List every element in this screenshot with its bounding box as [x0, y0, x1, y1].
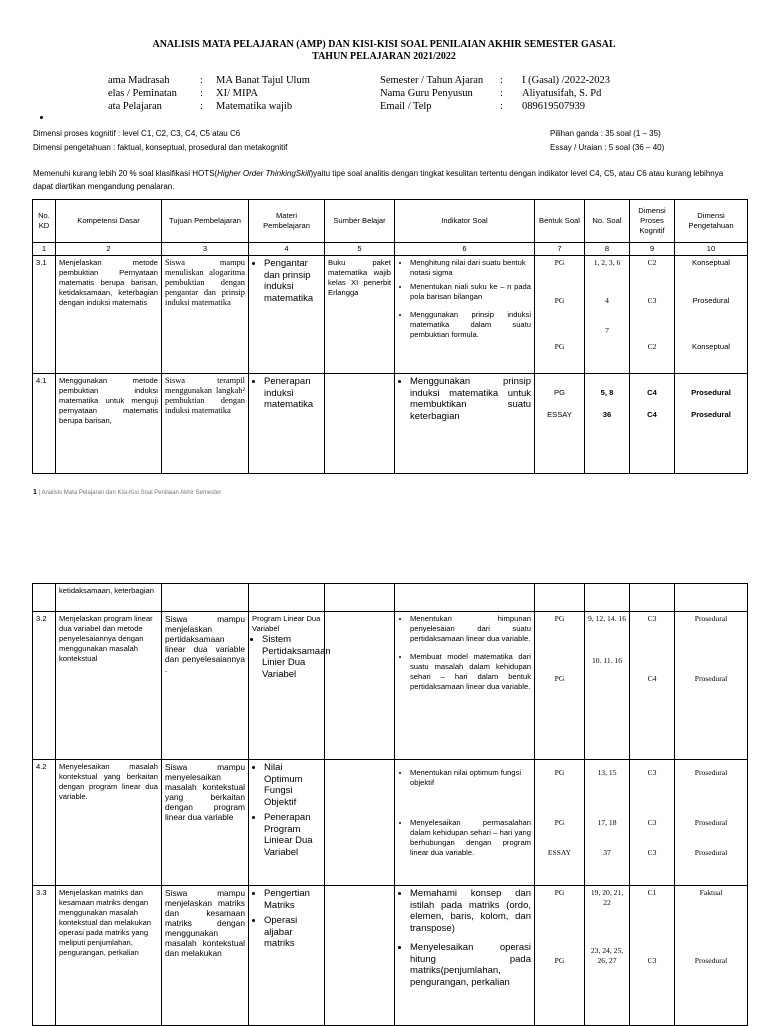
- table-row: [33, 886, 748, 1026]
- header-materi: Materi Pembelajaran: [249, 200, 325, 243]
- dimensi-kognitif: C4 C4: [630, 374, 675, 474]
- meta-colon: :: [200, 88, 203, 99]
- header-no-kd: No. KD: [33, 200, 56, 243]
- no-soal: 1, 2, 3, 6 4 7: [585, 256, 630, 374]
- bentuk-soal: PG PG PG: [535, 256, 585, 374]
- dimensi-kognitif: Dimensi proses kognitif : level C1, C2, C3, C4, C5 atau C6: [33, 129, 241, 138]
- table-row: [33, 584, 748, 612]
- indikator-soal: • Menggunakan prinsip induksi matematika untuk membuktikan suatu keterbagian: [395, 374, 535, 474]
- meta-label-guru: Nama Guru Penyusun: [380, 88, 473, 99]
- materi-pembelajaran: • Nilai Optimum Fungsi Objektif • Penerapan Program Liniear Dua Variabel: [249, 760, 325, 886]
- meta-label-email: Email / Telp: [380, 101, 432, 112]
- bentuk-soal: PG PG: [535, 886, 585, 1026]
- header-no-soal: No. Soal: [585, 200, 630, 243]
- col-number: 5: [325, 243, 395, 256]
- col-number: 6: [395, 243, 535, 256]
- kd-number: 4.1: [33, 374, 56, 474]
- meta-label-madrasah: ama Madrasah: [108, 75, 170, 86]
- jumlah-essay: Essay / Uraian : 5 soal (36 – 40): [550, 143, 665, 152]
- dimensi-kognitif: C3 C4: [630, 612, 675, 760]
- meta-label-kelas: elas / Peminatan: [108, 88, 177, 99]
- kompetensi-dasar: Menjelaskan metode pembuktian Pernyataan matematis berupa barisan, ketidaksamaan, keterbagian dengan induksi matematis: [56, 256, 162, 374]
- dimensi-pengetahuan: Prosedural Prosedural Prosedural: [675, 760, 748, 886]
- bentuk-soal: PG ESSAY: [535, 374, 585, 474]
- kompetensi-dasar: Menjelaskan matriks dan kesamaan matriks dengan menggunakan masalah kontekstual dan melakukan operasi pada matriks yang meliputi penjumlahan, pengurangan, perkalian: [56, 886, 162, 1026]
- dimensi-kognitif: C3 C3 C3: [630, 760, 675, 886]
- materi-pembelajaran: • Pengantar dan prinsip induksi matematika: [249, 256, 325, 374]
- dimensi-kognitif: C1 C3: [630, 886, 675, 1026]
- kisi-kisi-table-page1: [32, 199, 748, 474]
- document-subtitle: TAHUN PELAJARAN 2021/2022: [312, 51, 456, 62]
- meta-colon: :: [200, 101, 203, 112]
- dimensi-pengetahuan: Konseptual Prosedural Konseptual: [675, 256, 748, 374]
- meta-value-mapel: Matematika wajib: [216, 101, 293, 112]
- materi-pembelajaran: • Penerapan induksi matematika: [249, 374, 325, 474]
- header-pengetahuan: Dimensi Pengetahuan: [675, 200, 748, 243]
- tujuan-pembelajaran: Siswa terampil menggunakan langkah² pembuktian dengan induksi matematika: [162, 374, 249, 474]
- tujuan-pembelajaran: Siswa mampu menyelesaikan masalah kontekstual yang berkaitan dengan program linear dua variable: [162, 760, 249, 886]
- indikator-soal: • Menghitung nilai dari suatu bentuk notasi sigma • Menentukan niali suku ke – n pada pola barisan bilangan • Menggunakan prinsip induksi matematika dalam suatu pembuktian formula.: [395, 256, 535, 374]
- no-soal: 5, 8 36: [585, 374, 630, 474]
- dimensi-kognitif: C2 C3 C2: [630, 256, 675, 374]
- table-row: [33, 256, 748, 374]
- kd-number: 3.3: [33, 886, 56, 1026]
- indikator-soal: • Menentukan nilai optimum fungsi objektif • Menyelesaikan permasalahan dalam kehidupan sehari – hari yang berhubungan dengan program linear dua variable.: [395, 760, 535, 886]
- page-footer: 1 | Analisis Mata Pelajaran dan Kisi-Kisi Soal Penilaian Akhir Semester: [33, 489, 222, 496]
- tujuan-pembelajaran: Siswa mampu menjelaskan pertidaksamaan linear dua variable dan penyelesaiannya .: [162, 612, 249, 760]
- kompetensi-dasar: Menggunakan metode pembuktian induksi matematika untuk menguji pernyataan matematis berupa barisan,: [56, 374, 162, 474]
- jumlah-pg: Pilihan ganda : 35 soal (1 – 35): [550, 129, 661, 138]
- meta-value-semester: I (Gasal) /2022-2023: [522, 75, 611, 86]
- no-soal: 9, 12, 14. 16 10. 11. 16: [585, 612, 630, 760]
- sumber-belajar: [325, 760, 395, 886]
- header-kognitif: Dimensi Proses Kognitif: [630, 200, 675, 243]
- dimensi-pengetahuan: Prosedural Prosedural: [675, 374, 748, 474]
- meta-colon: :: [500, 88, 503, 99]
- materi-pembelajaran: • Pengertian Matriks • Operasi aljabar matriks: [249, 886, 325, 1026]
- kompetensi-dasar: Menjelaskan program linear dua variabel dan metode penyelesaiannya dengan menggunakan masalah kontekstual: [56, 612, 162, 760]
- dimensi-pengetahuan: Prosedural Prosedural: [675, 612, 748, 760]
- kompetensi-dasar: Menyelesaikan masalah kontekstual yang berkaitan dengan program linear dua variable.: [56, 760, 162, 886]
- bentuk-soal: PG PG: [535, 612, 585, 760]
- col-number: 10: [675, 243, 748, 256]
- sumber-belajar: [325, 374, 395, 474]
- sumber-belajar: [325, 612, 395, 760]
- kd-number: 4.2: [33, 760, 56, 886]
- indikator-soal: • Memahami konsep dan istilah pada matriks (ordo, elemen, baris, kolom, dan transpose) • Menyelesaikan operasi hitung pada matriks(penjumlahan, pengurangan, perkalian: [395, 886, 535, 1026]
- meta-label-mapel: ata Pelajaran: [108, 101, 162, 112]
- kd-number: 3.2: [33, 612, 56, 760]
- tujuan-pembelajaran: Siswa mampu menuliskan alogaritma pembuktian dengan pengantar dan prinsip induksi matematika: [162, 256, 249, 374]
- hots-paragraph: Memenuhi kurang lebih 20 % soal klasifikasi HOTS(Higher Order ThinkingSkill)yaitu tipe soal analitis dengan tingkat kesulitan tertentu dengan indikator level C4, C5, atau C6 atau kurang lebihnya dapat diartikan mengandung penalaran.: [33, 169, 724, 191]
- bullet-dot: [40, 116, 43, 119]
- meta-colon: :: [500, 75, 503, 86]
- meta-label-semester: Semester / Tahun Ajaran: [380, 75, 484, 86]
- meta-value-email: 089619507939: [522, 101, 585, 112]
- meta-value-madrasah: MA Banat Tajul Ulum: [216, 75, 310, 86]
- col-number: 7: [535, 243, 585, 256]
- header-kompetensi: Kompetensi Dasar: [56, 200, 162, 243]
- col-number: 4: [249, 243, 325, 256]
- indikator-soal: • Menentukan himpunan penyelesaian dari suatu pertidaksamaan linear dua variable. • Membuat model matematika dari suatu masalah dalam kehidupan sehari – hari dalam bentuk pertidaksamaan linear dua variable.: [395, 612, 535, 760]
- meta-colon: :: [200, 75, 203, 86]
- header-bentuk: Bentuk Soal: [535, 200, 585, 243]
- no-soal: 13, 15 17, 18 37: [585, 760, 630, 886]
- kisi-kisi-table-page2: [32, 583, 748, 1026]
- kd-number: 3.1: [33, 256, 56, 374]
- meta-value-guru: Aliyatusifah, S. Pd: [522, 88, 602, 99]
- document-title: ANALISIS MATA PELAJARAN (AMP) DAN KISI-KISI SOAL PENILAIAN AKHIR SEMESTER GASAL: [152, 39, 616, 50]
- table-row: [33, 612, 748, 760]
- header-indikator: Indikator Soal: [395, 200, 535, 243]
- tujuan-pembelajaran: Siswa mampu menjelaskan matriks dan kesamaan matriks dengan menggunakan masalah kontekstual dan melakukan: [162, 886, 249, 1026]
- col-number: 9: [630, 243, 675, 256]
- dimensi-pengetahuan: Dimensi pengetahuan : faktual, konseptual, prosedural dan metakognitif: [33, 143, 288, 152]
- table-row: [33, 374, 748, 474]
- header-sumber: Sumber Belajar: [325, 200, 395, 243]
- dimensi-pengetahuan: Faktual Prosedural: [675, 886, 748, 1026]
- meta-value-kelas: XI/ MIPA: [216, 88, 258, 99]
- col-number: 8: [585, 243, 630, 256]
- header-tujuan: Tujuan Pembelajaran: [162, 200, 249, 243]
- table-row: [33, 760, 748, 886]
- col-number: 2: [56, 243, 162, 256]
- meta-colon: :: [500, 101, 503, 112]
- col-number: 3: [162, 243, 249, 256]
- bentuk-soal: PG PG ESSAY: [535, 760, 585, 886]
- materi-pembelajaran: Program Linear Dua Variabel • Sistem Pertidaksamaan Linier Dua Variabel: [249, 612, 325, 760]
- sumber-belajar: Buku paket matematika wajib kelas XI penerbit Erlangga: [325, 256, 395, 374]
- no-soal: 19, 20, 21, 22 23, 24, 25, 26, 27: [585, 886, 630, 1026]
- kompetensi-dasar: ketidaksamaan, keterbagian: [56, 584, 162, 612]
- sumber-belajar: [325, 886, 395, 1026]
- col-number: 1: [33, 243, 56, 256]
